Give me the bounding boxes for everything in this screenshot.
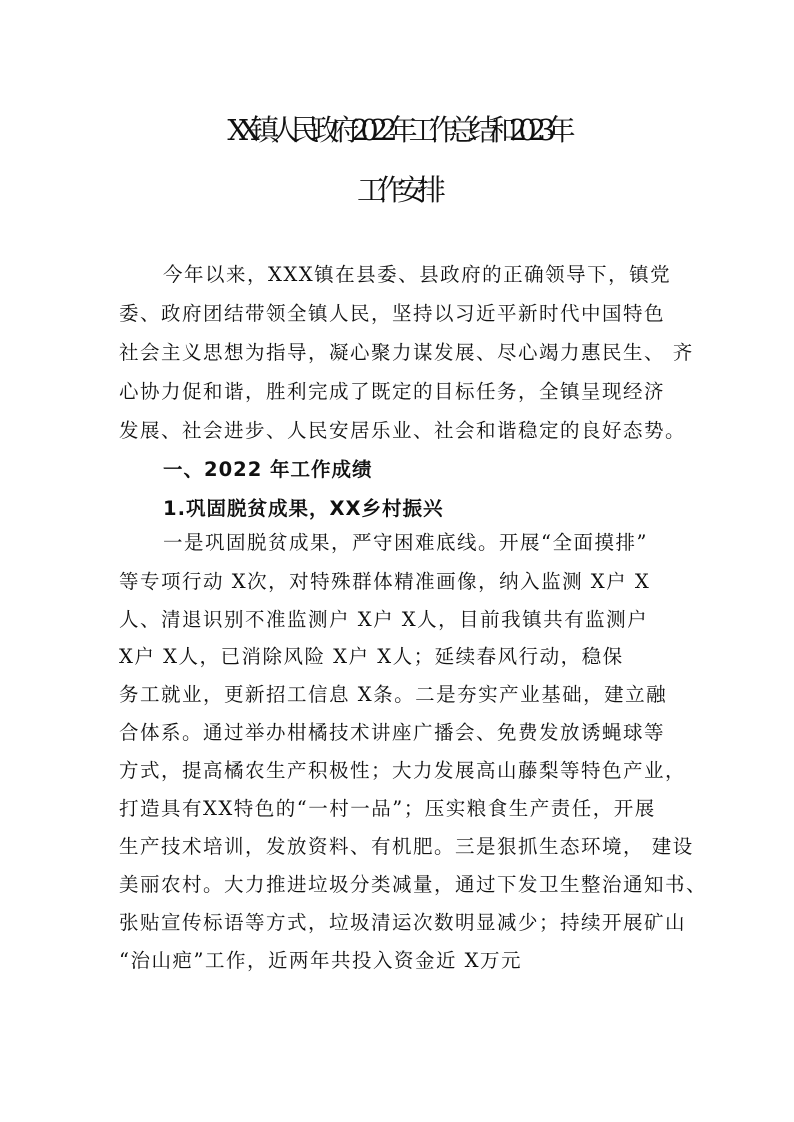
- body-paragraph-line: 生产技术培训，发放资料、有机肥。三是狠抓生态环境， 建设: [119, 835, 694, 858]
- body-paragraph-line: 等专项行动 X次，对特殊群体精准画像，纳入监测 X户 X: [119, 570, 651, 593]
- document-title-line-2: 工作安排: [356, 173, 437, 207]
- body-paragraph-line: 人、清退识别不准监测户 X户 X人，目前我镇共有监测户: [119, 608, 649, 631]
- intro-paragraph-line: 发展、社会进步、人民安居乐业、社会和谐稳定的良好态势。: [119, 419, 687, 442]
- intro-paragraph-line: 委、政府团结带领全镇人民，坚持以习近平新时代中国特色: [119, 302, 666, 325]
- body-paragraph-line: 合体系。通过举办柑橘技术讲座广播会、免费发放诱蝇球等: [119, 721, 666, 744]
- body-paragraph-line: X户 X人，已消除风险 X户 X人；延续春风行动，稳保: [119, 645, 624, 668]
- body-paragraph-line: “治山疤”工作，近两年共投入资金近 X万元: [119, 949, 523, 972]
- body-paragraph-line: 务工就业，更新招工信息 X条。二是夯实产业基础，建立融: [119, 683, 668, 706]
- intro-paragraph-line: 社会主义思想为指导，凝心聚力谋发展、尽心竭力惠民生、 齐: [119, 341, 694, 364]
- body-paragraph-line: 方式，提高橘农生产积极性；大力发展高山藤梨等特色产业，: [119, 759, 687, 782]
- intro-paragraph-line: 今年以来，XXX镇在县委、县政府的正确领导下，镇党: [163, 263, 672, 286]
- body-paragraph-line: 打造具有XX特色的“一村一品”；压实粮食生产责任，开展: [119, 797, 656, 820]
- body-paragraph-line: 张贴宣传标语等方式，垃圾清运次数明显减少；持续开展矿山: [119, 911, 687, 934]
- body-paragraph-line: 美丽农村。大力推进垃圾分类减量，通过下发卫生整治通知书、: [119, 873, 708, 896]
- document-title-line-1: XX镇人民政府 2022年工作总结和 2023年: [227, 113, 567, 147]
- section-heading: 一、2022 年工作成绩: [163, 458, 373, 481]
- subsection-heading: 1.巩固脱贫成果，XX乡村振兴: [163, 497, 444, 520]
- body-paragraph-line: 一是巩固脱贫成果，严守困难底线。开展“全面摸排”: [163, 531, 648, 554]
- intro-paragraph-line: 心协力促和谐，胜利完成了既定的目标任务，全镇呈现经济: [119, 380, 666, 403]
